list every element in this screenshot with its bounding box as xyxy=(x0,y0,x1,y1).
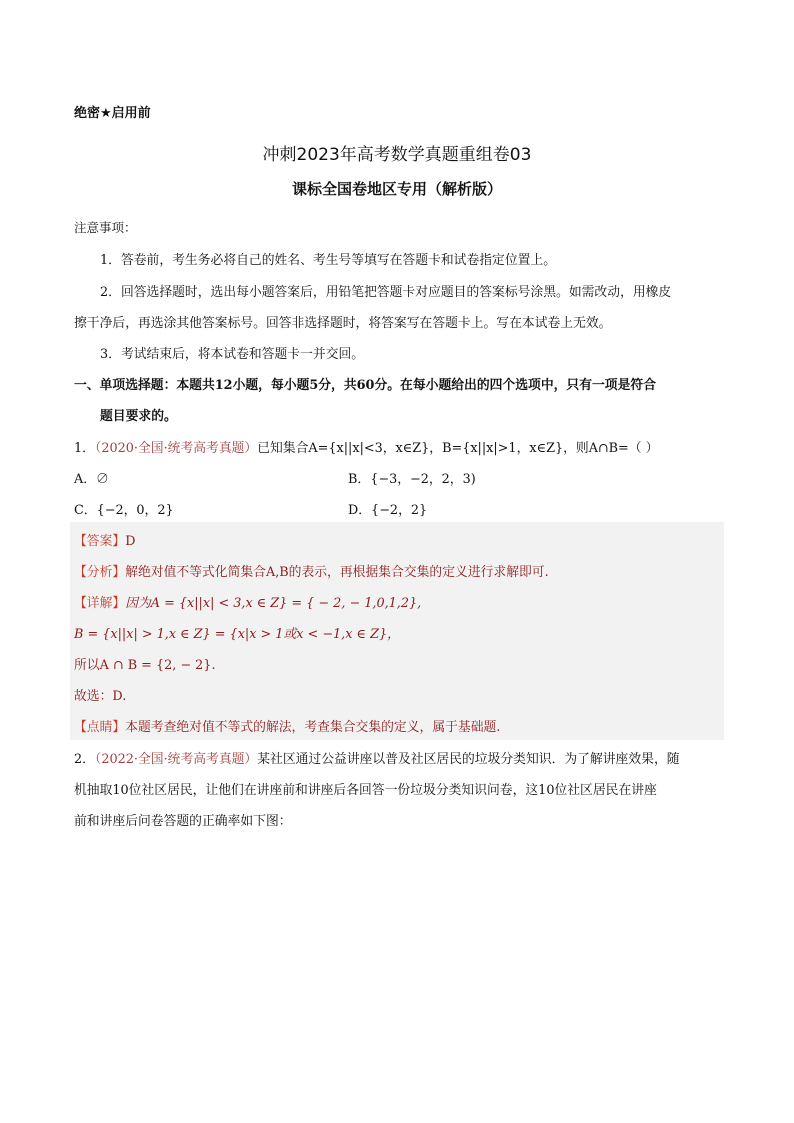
question-2-line-1 xyxy=(74,748,680,767)
notice-item-2-line-2: 擦干净后，再选涂其他答案标号。回答非选择题时，将答案写在答题卡上。写在本试卷上无效。 xyxy=(74,316,612,331)
detail-line-1 xyxy=(74,592,421,611)
comment-line xyxy=(74,716,500,735)
question-number: 2． xyxy=(74,752,95,767)
question-2-line-3: 前和讲座后问卷答题的正确率如下图： xyxy=(74,814,292,829)
question-source: （2022·全国·统考高考真题） xyxy=(94,752,258,767)
notice-item-2-line-1: 2．回答选择题时，选出每小题答案后，用铅笔把答题卡对应题目的答案标号涂黑。如需改动，用橡皮 xyxy=(100,285,672,300)
detail-line-3: 所以A ∩ B = {2, − 2}. xyxy=(74,658,216,673)
question-1-stem xyxy=(74,437,658,456)
option-b: B．{−3，−2，2，3) xyxy=(348,472,476,487)
secret-label: 绝密★启用前 xyxy=(74,106,151,121)
question-source: （2020·全国·统考高考真题） xyxy=(94,441,258,456)
page-title: 冲刺2023年高考数学真题重组卷03 xyxy=(262,145,532,165)
notice-label: 注意事项： xyxy=(74,220,137,235)
detail-tag: 【详解】 xyxy=(74,596,126,611)
analysis-tag: 【分析】 xyxy=(74,565,126,580)
option-c: C．{−2，0，2} xyxy=(74,503,174,518)
question-number: 1． xyxy=(74,441,95,456)
analysis-line xyxy=(74,561,549,580)
page-subtitle: 课标全国卷地区专用（解析版） xyxy=(291,180,502,198)
option-a: A．∅ xyxy=(74,472,109,487)
question-text: 某社区通过公益讲座以普及社区居民的垃圾分类知识．为了解讲座效果，随 xyxy=(257,752,680,767)
comment-tag: 【点睛】 xyxy=(74,720,126,735)
question-2-line-2: 机抽取10位社区居民，让他们在讲座前和讲座后各回答一份垃圾分类知识问卷，这10位社区居民在讲座 xyxy=(74,783,657,798)
section-heading-line-2: 题目要求的。 xyxy=(100,409,177,424)
detail-line-4: 故选：D. xyxy=(74,689,127,704)
question-text: 已知集合A={x||x|<3，x∈Z}，B={x||x|>1，x∈Z}，则A∩B=（ ） xyxy=(257,441,659,456)
notice-item-3: 3．考试结束后，将本试卷和答题卡一并交回。 xyxy=(100,347,365,362)
answer-tag: 【答案】 xyxy=(74,534,126,549)
detail-text-1: 因为A = {x||x| < 3,x ∈ Z} = { − 2, − 1,0,1,2}, xyxy=(125,596,422,611)
answer-value: D xyxy=(125,534,136,549)
notice-item-1: 1．答卷前，考生务必将自己的姓名、考生号等填写在答题卡和试卷指定位置上。 xyxy=(100,253,557,268)
section-heading-line-1: 一、单项选择题：本题共12小题，每小题5分，共60分。在每小题给出的四个选项中，只有一项是符合 xyxy=(74,378,656,393)
comment-text: 本题考查绝对值不等式的解法，考查集合交集的定义，属于基础题. xyxy=(125,720,501,735)
answer-line xyxy=(74,530,135,549)
option-d: D．{−2，2} xyxy=(348,503,428,518)
analysis-text: 解绝对值不等式化简集合A,B的表示，再根据集合交集的定义进行求解即可. xyxy=(125,565,549,580)
detail-line-2: B = {x||x| > 1,x ∈ Z} = {x|x > 1或x < −1,x ∈ Z}， xyxy=(74,627,400,642)
